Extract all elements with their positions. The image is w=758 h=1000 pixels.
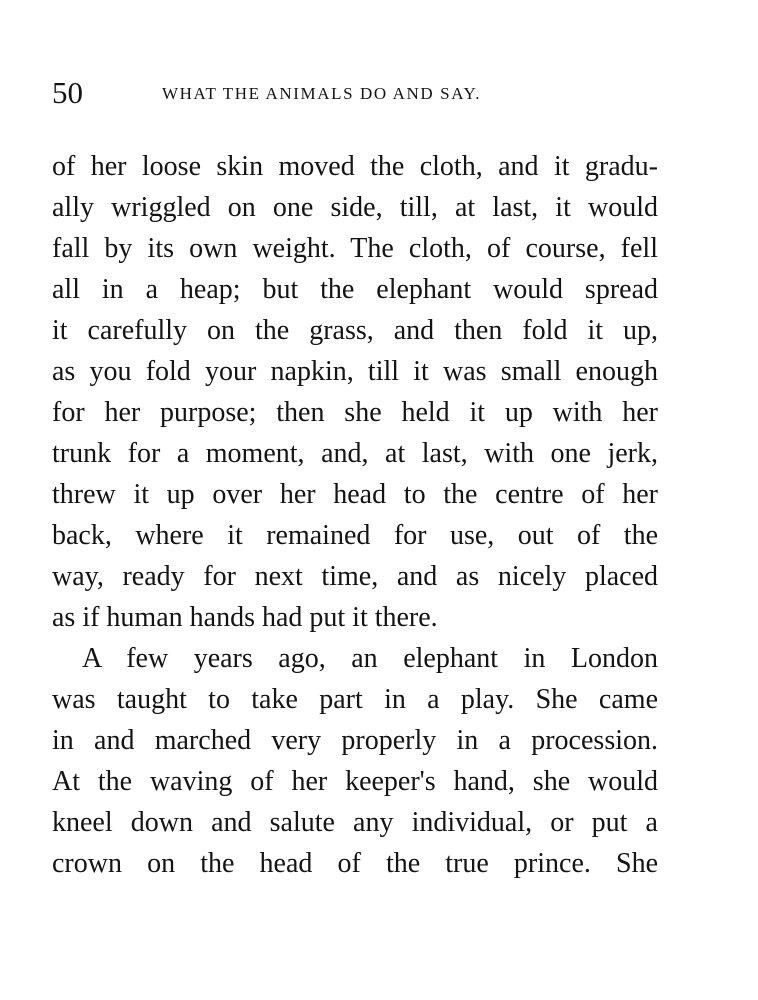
- text-line: ally wriggled on one side, till, at last, it would: [52, 192, 658, 223]
- body-text: [52, 146, 658, 884]
- paragraph-2: [52, 638, 658, 884]
- text-line: fall by its own weight. The cloth, of course, fell: [52, 233, 658, 264]
- text-line: kneel down and salute any individual, or put a: [52, 807, 658, 838]
- page-number: 50: [52, 75, 83, 110]
- text-line: all in a heap; but the elephant would spread: [52, 274, 658, 305]
- text-line: back, where it remained for use, out of the: [52, 520, 658, 551]
- page-header: [52, 76, 662, 110]
- running-title: WHAT THE ANIMALS DO AND SAY.: [162, 84, 482, 103]
- text-line: as you fold your napkin, till it was small enough: [52, 356, 658, 387]
- text-line: crown on the head of the true prince. She: [52, 848, 658, 879]
- text-line: was taught to take part in a play. She came: [52, 684, 658, 715]
- text-line: it carefully on the grass, and then fold it up,: [52, 315, 658, 346]
- text-line: in and marched very properly in a procession.: [52, 725, 658, 756]
- text-line: of her loose skin moved the cloth, and it gradu-: [52, 151, 658, 182]
- text-line: way, ready for next time, and as nicely placed: [52, 561, 658, 592]
- text-line: trunk for a moment, and, at last, with one jerk,: [52, 438, 658, 469]
- text-line: threw it up over her head to the centre of her: [52, 479, 658, 510]
- paragraph-1: [52, 146, 658, 638]
- text-line: At the waving of her keeper's hand, she would: [52, 766, 658, 797]
- text-line: for her purpose; then she held it up with her: [52, 397, 658, 428]
- text-line: A few years ago, an elephant in London: [82, 643, 658, 674]
- text-line: as if human hands had put it there.: [52, 602, 438, 633]
